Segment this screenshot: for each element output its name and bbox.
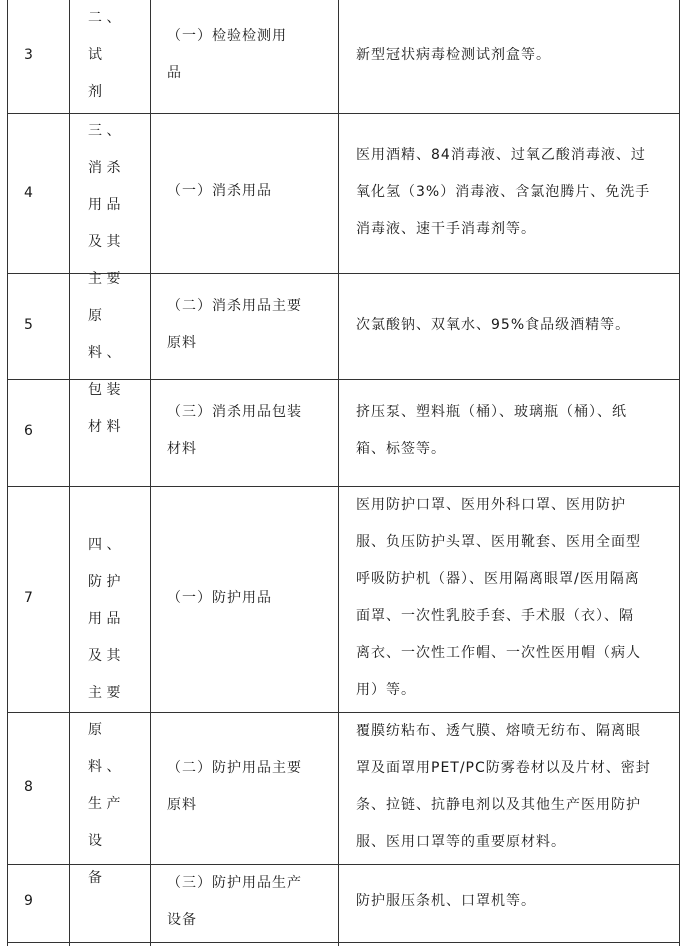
subcategory-line: （二）消杀用品主要 — [167, 298, 302, 314]
row-number: 6 — [24, 423, 34, 439]
subcategory-line: 原料 — [167, 335, 197, 351]
items-cell — [356, 487, 668, 709]
subcategory-line: （三）防护用品生产 — [167, 875, 302, 891]
row-number: 4 — [24, 185, 34, 201]
category-line: 料 、 — [88, 759, 121, 775]
row-number: 7 — [24, 590, 34, 606]
items-line: 挤压泵、塑料瓶（桶）、玻璃瓶（桶）、纸 — [356, 404, 627, 420]
category-line: 主 要 — [88, 685, 121, 701]
subcategory-line: 材料 — [167, 441, 197, 457]
subcategory-line: （一）检验检测用 — [167, 28, 287, 44]
items-line: 条、拉链、抗静电剂以及其他生产医用防护 — [356, 797, 641, 813]
items-line: 罩及面罩用PET/PC防雾卷材以及片材、密封 — [356, 760, 651, 776]
items-line: 服、负压防护头罩、医用靴套、医用全面型 — [356, 534, 641, 550]
items-cell — [356, 307, 668, 344]
subcategory-line: （二）防护用品主要 — [167, 760, 302, 776]
items-line — [356, 137, 668, 174]
items-line: 医用防护口罩、医用外科口罩、医用防护 — [356, 497, 626, 513]
subcategory-line: （一）消杀用品 — [167, 183, 272, 199]
items-line: 面罩、一次性乳胶手套、手术服（衣）、隔 — [356, 608, 634, 624]
subcategory-cell — [167, 173, 327, 210]
items-line: 防护服压条机、口罩机等。 — [356, 893, 536, 909]
category-line: 三 、 — [88, 123, 121, 139]
subcategory-line: 原料 — [167, 797, 197, 813]
row-number: 8 — [24, 779, 34, 795]
category-line: 防 护 — [88, 574, 121, 590]
category-cell — [88, 527, 138, 897]
subcategory-line: 品 — [167, 65, 182, 81]
items-cell — [356, 713, 668, 861]
items-cell — [356, 137, 668, 248]
category-line: 用 品 — [88, 611, 121, 627]
items-line: 氧化氢（3%）消毒液、含氯泡腾片、免洗手 — [356, 184, 651, 200]
items-cell — [356, 394, 668, 468]
category-line: 生 产 — [88, 796, 121, 812]
row-number: 3 — [24, 47, 34, 63]
category-line: 包 装 — [88, 382, 121, 398]
category-line: 备 — [88, 870, 102, 886]
category-cell — [88, 0, 138, 111]
subcategory-line: （三）消杀用品包装 — [167, 404, 302, 420]
category-line: 及 其 — [88, 648, 121, 664]
items-line: 覆膜纺粘布、透气膜、熔喷无纺布、隔离眼 — [356, 723, 641, 739]
category-line: 剂 — [88, 84, 102, 100]
row-number: 9 — [24, 893, 34, 909]
row-number: 5 — [24, 317, 34, 333]
category-line: 消 杀 — [88, 160, 121, 176]
category-line: 主 要 — [88, 271, 121, 287]
column-divider — [7, 0, 8, 946]
category-line: 四 、 — [88, 537, 121, 553]
subcategory-cell — [167, 750, 327, 824]
items-line: 消毒液、速干手消毒剂等。 — [356, 221, 536, 237]
category-line: 设 — [88, 833, 102, 849]
items-line: 箱、标签等。 — [356, 441, 446, 457]
column-divider — [150, 0, 151, 946]
subcategory-line: （一）防护用品 — [167, 590, 272, 606]
subcategory-line: 设备 — [167, 912, 197, 928]
column-divider — [69, 0, 70, 946]
items-line: 用）等。 — [356, 682, 416, 698]
subcategory-cell — [167, 580, 327, 617]
items-line: 呼吸防护机（器）、医用隔离眼罩/医用隔离 — [356, 571, 640, 587]
subcategory-cell — [167, 394, 327, 468]
items-line: 服、医用口罩等的重要原材料。 — [356, 834, 566, 850]
category-line: 原 — [88, 308, 102, 324]
row-divider — [7, 942, 680, 943]
category-line: 料 、 — [88, 345, 121, 361]
items-cell — [356, 37, 668, 74]
category-line: 二 、 — [88, 10, 121, 26]
items-line: 新型冠状病毒检测试剂盒等。 — [356, 47, 551, 63]
category-line: 材 料 — [88, 419, 121, 435]
subcategory-cell — [167, 18, 327, 92]
items-cell — [356, 883, 668, 920]
items-line: 离衣、一次性工作帽、一次性医用帽（病人 — [356, 645, 641, 661]
category-cell — [88, 113, 138, 446]
subcategory-cell — [167, 288, 327, 362]
column-divider — [338, 0, 339, 946]
category-line: 原 — [88, 722, 102, 738]
items-line: 次氯酸钠、双氧水、95%食品级酒精等。 — [356, 317, 631, 333]
items-text: 医用酒精、84消毒液、过氧乙酸消毒液、过 — [356, 147, 646, 163]
subcategory-cell — [167, 865, 327, 939]
category-line: 用 品 — [88, 197, 121, 213]
category-line: 及 其 — [88, 234, 121, 250]
column-divider — [679, 0, 680, 946]
category-line: 试 — [88, 47, 102, 63]
